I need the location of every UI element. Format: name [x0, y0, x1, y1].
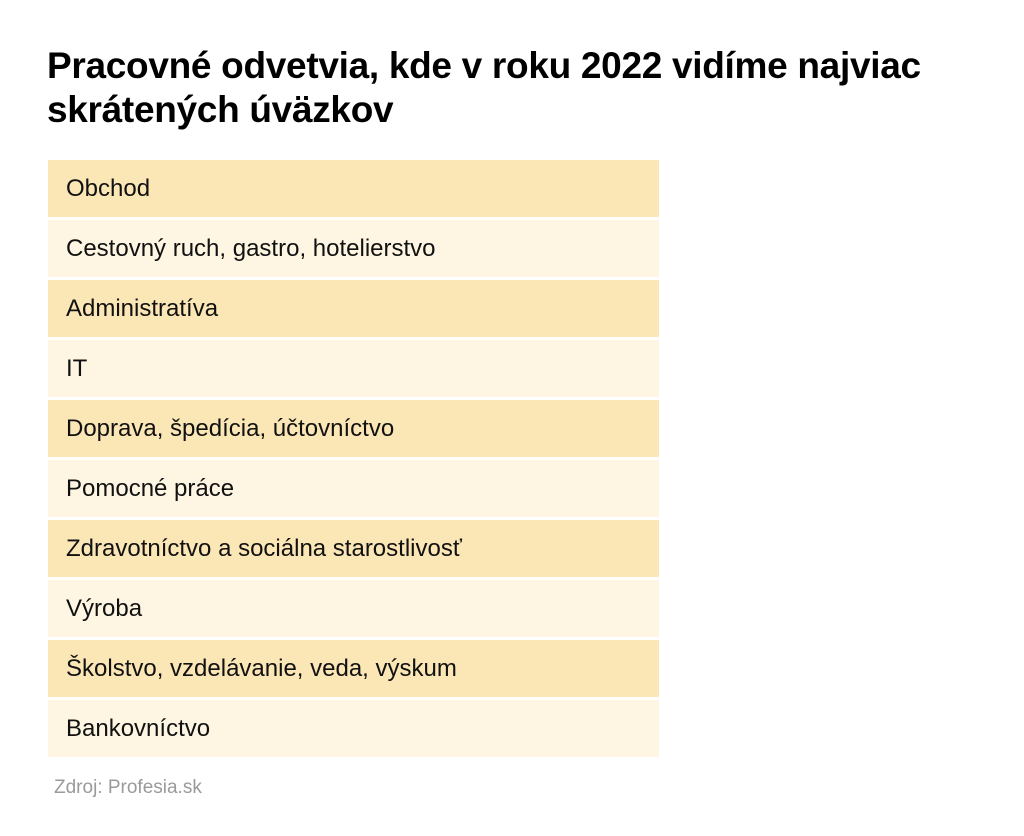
source-note: Zdroj: Profesia.sk: [54, 777, 202, 798]
table-row: Pomocné práce: [48, 460, 659, 517]
table-row: Zdravotníctvo a sociálna starostlivosť: [48, 520, 659, 577]
table-row: Doprava, špedícia, účtovníctvo: [48, 400, 659, 457]
table-row: Výroba: [48, 580, 659, 637]
sector-table: [48, 160, 659, 760]
table-row: Obchod: [48, 160, 659, 217]
table-row: Školstvo, vzdelávanie, veda, výskum: [48, 640, 659, 697]
table-row: Bankovníctvo: [48, 700, 659, 757]
chart-title: Pracovné odvetvia, kde v roku 2022 vidíme najviac skrátených úväzkov: [47, 45, 921, 130]
table-row: Cestovný ruch, gastro, hotelierstvo: [48, 220, 659, 277]
table-row: IT: [48, 340, 659, 397]
table-row: Administratíva: [48, 280, 659, 337]
